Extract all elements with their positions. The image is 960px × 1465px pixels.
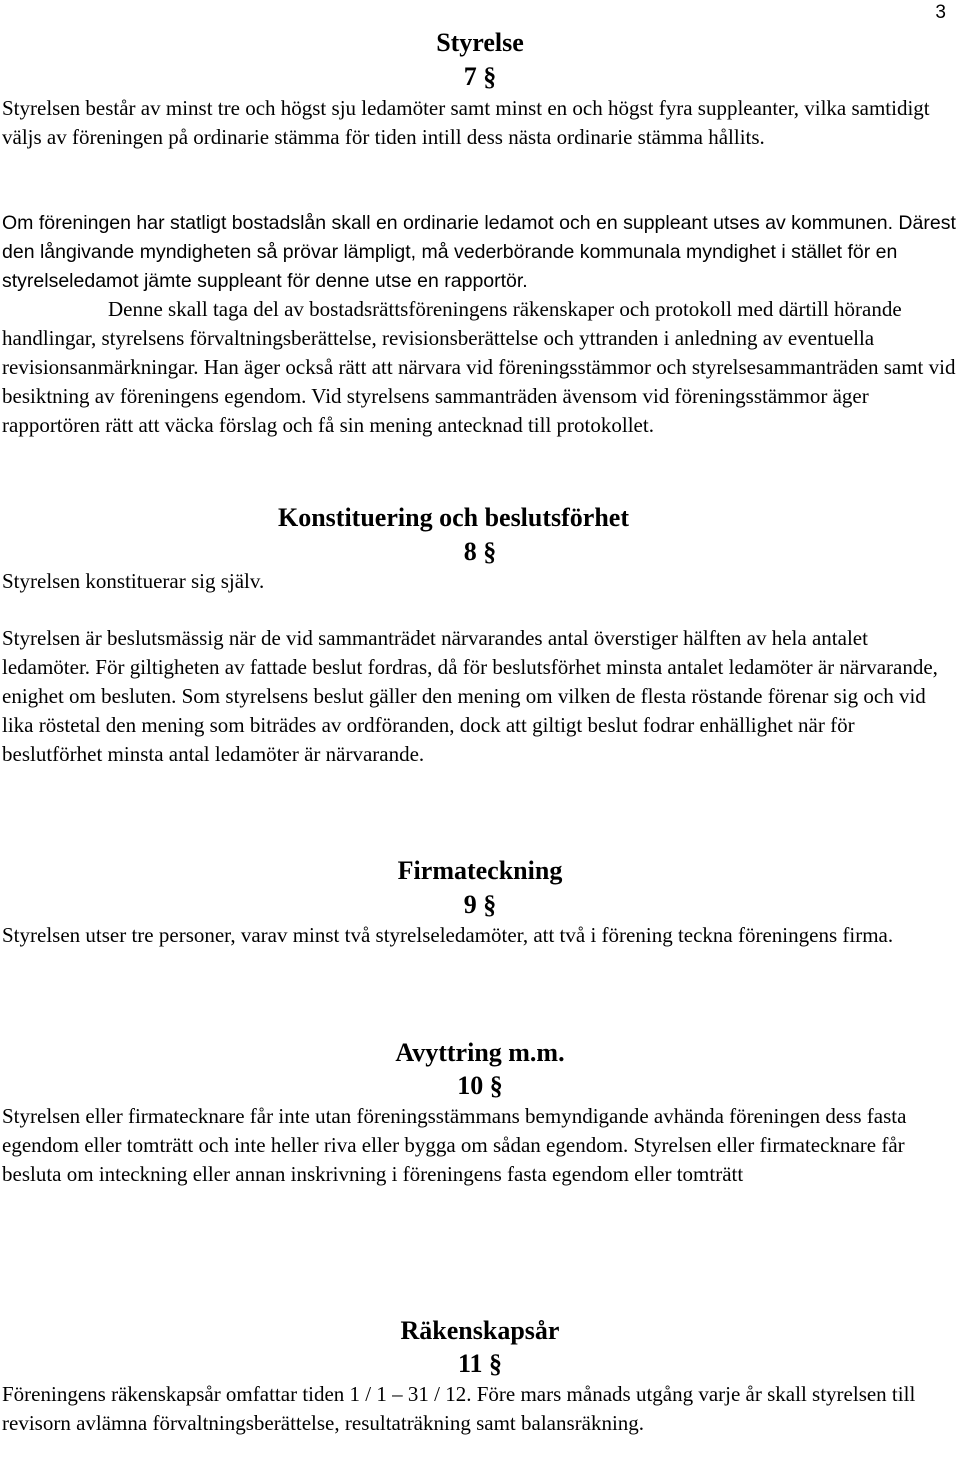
section-heading-konstituering: Konstituering och beslutsförhet bbox=[278, 503, 629, 532]
body-paragraph: Styrelsen utser tre personer, varav minst två styrelseledamöter, att två i förening teckna föreningens firma. bbox=[2, 923, 894, 947]
body-paragraph: Styrelsen är beslutsmässig när de vid sammanträdet närvarandes antal överstiger hälften av hela antalet ledamöter. För giltigheten av fattade beslut fordras, då för beslutsförhet minsta antalet ledamöter är närvarande, enighet om besluten. Som styrelsens beslut gäller den mening om vilken de flesta röstande förenar sig och vid lika röstetal den mening som biträdes av ordföranden, dock att giltigt beslut fodrar enhällighet när för beslutförhet minsta antal ledamöter är närvarande. bbox=[2, 626, 938, 766]
body-paragraph: Styrelsen eller firmatecknare får inte utan föreningsstämmans bemyndigande avhända föreningen dess fasta egendom eller tomträtt och inte heller riva eller bygga om sådan egendom. Styrelsen eller firmatecknare får besluta om inteckning eller annan inskrivning i föreningens fasta egendom eller tomträtt bbox=[2, 1104, 907, 1186]
paragraph-number-8: 8 § bbox=[463, 537, 497, 566]
section-heading-styrelse: Styrelse bbox=[436, 28, 524, 57]
body-paragraph: Styrelsen består av minst tre och högst sju ledamöter samt minst en och högst fyra suppleanter, vilka samtidigt väljs av föreningen på ordinarie stämma för tiden intill dess nästa ordinarie stämma hållits. bbox=[2, 96, 930, 149]
paragraph-number-10: 10 § bbox=[457, 1071, 503, 1100]
body-paragraph: Föreningens räkenskapsår omfattar tiden 1 / 1 – 31 / 12. Före mars månads utgång varje år skall styrelsen till revisorn avlämna förvaltningsberättelse, resultaträkning samt balansräkning. bbox=[2, 1382, 916, 1435]
section-heading-firmateckning: Firmateckning bbox=[397, 856, 563, 885]
section-heading-rakenskapsar: Räkenskapsår bbox=[400, 1316, 560, 1345]
body-paragraph: Denne skall taga del av bostadsrättsföreningens räkenskaper och protokoll med därtill hörande handlingar, styrelsens förvaltningsberättelse, revisionsberättelse och yttranden i anledning av eventuella revisionsanmärkningar. Han äger också rätt att närvara vid föreningsstämmor och styrelsesammanträden samt vid besiktning av föreningens egendom. Vid styrelsens sammanträden ävensom vid föreningsstämmor äger rapportören rätt att väcka förslag och få sin mening antecknad till protokollet. bbox=[2, 297, 956, 437]
body-paragraph: Styrelsen konstituerar sig själv. bbox=[2, 569, 265, 593]
section-heading-avyttring: Avyttring m.m. bbox=[395, 1038, 565, 1067]
page-number: 3 bbox=[935, 2, 946, 23]
paragraph-number-7: 7 § bbox=[463, 62, 497, 91]
paragraph-number-11: 11 § bbox=[457, 1349, 503, 1378]
body-paragraph: Om föreningen har statligt bostadslån skall en ordinarie ledamot och en suppleant utses av kommunen. Därest den långivande myndigheten så prövar lämpligt, må vederbörande kommunala myndighet i stället för en styrelseledamot jämte suppleant för denne utse en rapportör. bbox=[2, 212, 956, 292]
paragraph-number-9: 9 § bbox=[463, 890, 497, 919]
